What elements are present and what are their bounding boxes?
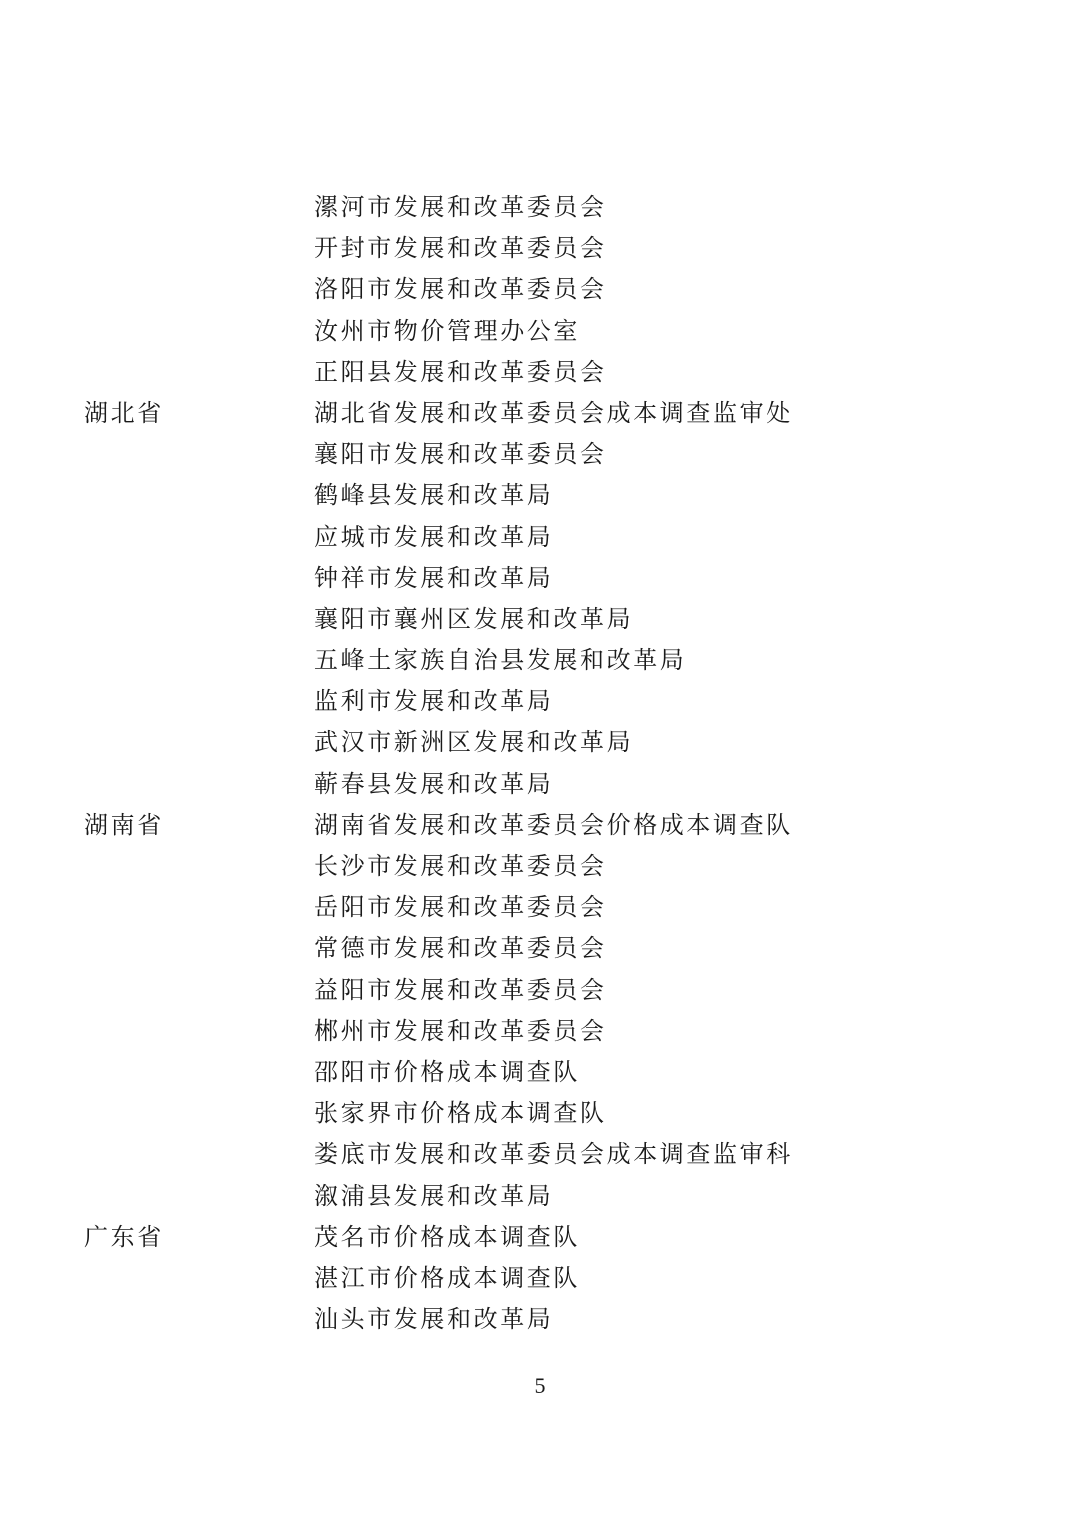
list-row	[0, 393, 1080, 434]
list-row	[0, 187, 1080, 228]
list-row	[0, 928, 1080, 969]
province-label: 广东省	[84, 1222, 164, 1251]
organization-name: 溆浦县发展和改革局	[314, 1181, 554, 1210]
list-row	[0, 1299, 1080, 1340]
organization-name: 湖南省发展和改革委员会价格成本调查队	[314, 810, 793, 839]
province-label: 湖南省	[84, 810, 164, 839]
organization-name: 汕头市发展和改革局	[314, 1305, 554, 1334]
organization-name: 邵阳市价格成本调查队	[314, 1057, 580, 1086]
list-row	[0, 846, 1080, 887]
list-row	[0, 517, 1080, 558]
organization-name: 武汉市新洲区发展和改革局	[314, 728, 634, 757]
organization-name: 监利市发展和改革局	[314, 687, 554, 716]
list-row	[0, 311, 1080, 352]
list-row	[0, 558, 1080, 599]
organization-name: 鹤峰县发展和改革局	[314, 481, 554, 510]
organization-name: 襄阳市襄州区发展和改革局	[314, 604, 634, 633]
list-row	[0, 722, 1080, 763]
organization-name: 娄底市发展和改革委员会成本调查监审科	[314, 1140, 793, 1169]
list-row	[0, 599, 1080, 640]
list-row	[0, 681, 1080, 722]
organization-name: 五峰土家族自治县发展和改革局	[314, 646, 687, 675]
organization-name: 湖北省发展和改革委员会成本调查监审处	[314, 398, 793, 427]
list-row	[0, 1134, 1080, 1175]
organization-name: 正阳县发展和改革委员会	[314, 357, 607, 386]
list-row	[0, 1093, 1080, 1134]
organization-name: 郴州市发展和改革委员会	[314, 1016, 607, 1045]
organization-name: 茂名市价格成本调查队	[314, 1222, 580, 1251]
list-row	[0, 887, 1080, 928]
organization-name: 岳阳市发展和改革委员会	[314, 893, 607, 922]
list-row	[0, 805, 1080, 846]
organization-name: 蕲春县发展和改革局	[314, 769, 554, 798]
list-row	[0, 970, 1080, 1011]
list-row	[0, 352, 1080, 393]
organization-list	[0, 187, 1080, 1340]
organization-name: 长沙市发展和改革委员会	[314, 852, 607, 880]
list-row	[0, 1011, 1080, 1052]
list-row	[0, 1217, 1080, 1258]
organization-name: 湛江市价格成本调查队	[314, 1263, 580, 1292]
organization-name: 张家界市价格成本调查队	[314, 1099, 607, 1128]
list-row	[0, 1176, 1080, 1217]
list-row	[0, 475, 1080, 516]
list-row	[0, 1258, 1080, 1299]
list-row	[0, 1052, 1080, 1093]
organization-name: 襄阳市发展和改革委员会	[314, 440, 607, 469]
list-row	[0, 434, 1080, 475]
organization-name: 益阳市发展和改革委员会	[314, 975, 607, 1004]
list-row	[0, 228, 1080, 269]
province-label: 湖北省	[84, 398, 164, 427]
list-row	[0, 764, 1080, 805]
organization-name: 漯河市发展和改革委员会	[314, 193, 607, 221]
organization-name: 常德市发展和改革委员会	[314, 934, 607, 963]
list-row	[0, 269, 1080, 310]
page-number: 5	[534, 1373, 546, 1398]
organization-name: 汝州市物价管理办公室	[314, 316, 580, 345]
list-row	[0, 640, 1080, 681]
organization-name: 应城市发展和改革局	[314, 522, 554, 551]
organization-name: 洛阳市发展和改革委员会	[314, 275, 607, 304]
organization-name: 开封市发展和改革委员会	[314, 234, 607, 263]
organization-name: 钟祥市发展和改革局	[314, 563, 554, 592]
